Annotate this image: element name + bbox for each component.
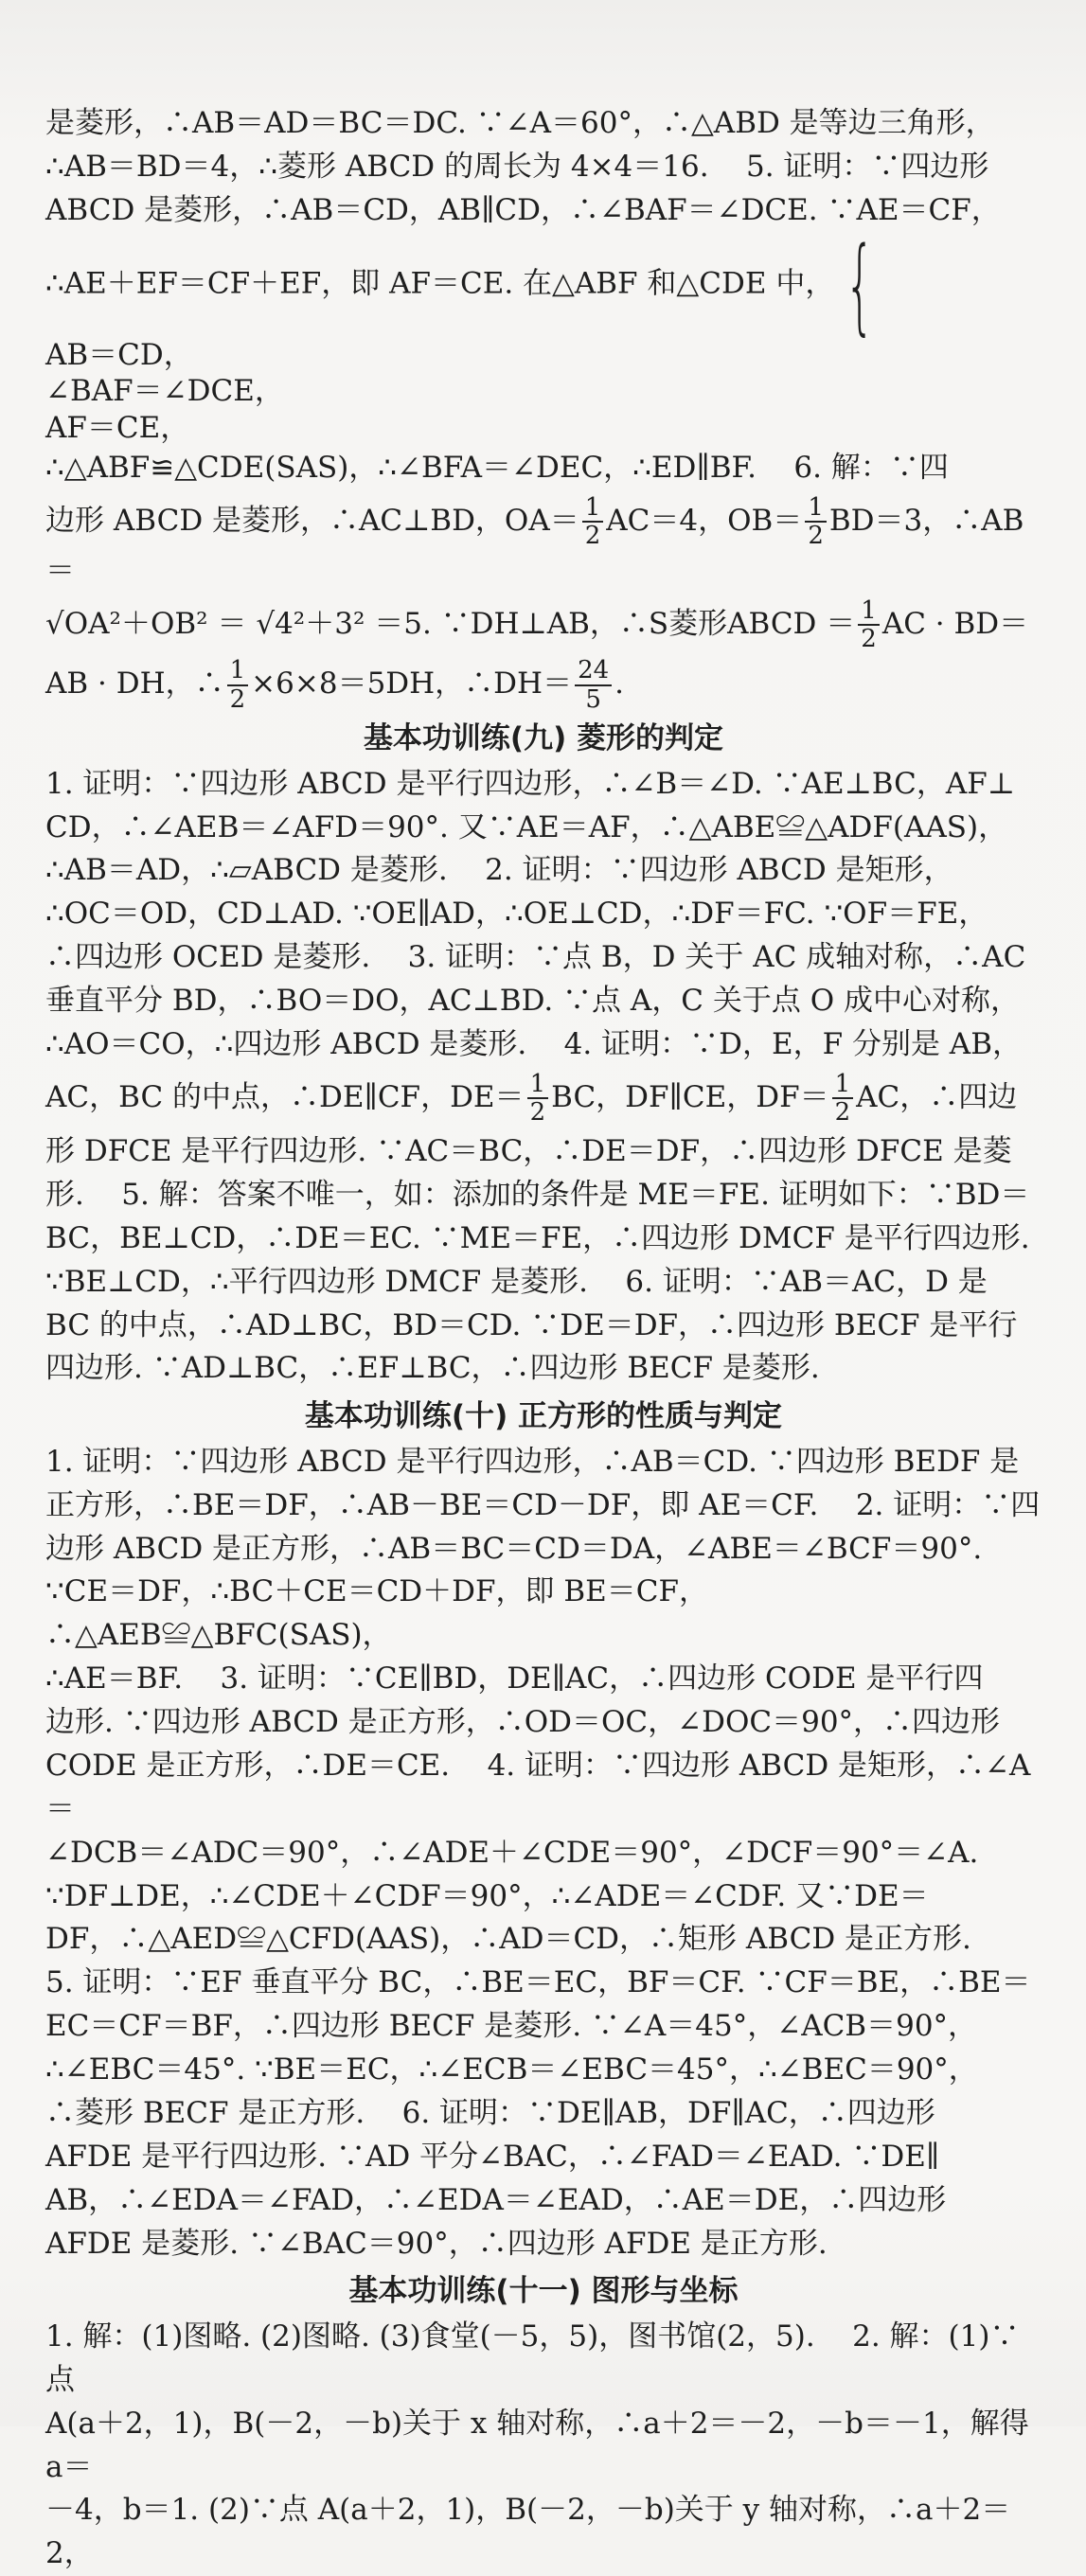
text-span: AC＝4，OB＝ [606,503,803,538]
text-line: 正方形，∴BE＝DF，∴AB－BE＝CD－DF，即 AE＝CF. 2. 证明：∵四 [45,1487,1041,1522]
fraction [227,657,249,713]
text-line: 边形. ∵四边形 ABCD 是正方形，∴OD＝OC，∠DOC＝90°，∴四边形 [45,1705,1001,1739]
formula-line [45,1071,1041,1127]
text-line: ∴∠EBC＝45°. ∵BE＝EC，∴∠ECB＝∠EBC＝45°，∴∠BEC＝90°， [45,2052,978,2087]
text-line: A(a＋2，1)，B(－2，－b)关于 x 轴对称，∴a＋2＝－2，－b＝－1，解得 a＝ [45,2406,1039,2484]
text-line: BC，BE⊥CD，∴DE＝EC. ∵ME＝FE，∴四边形 DMCF 是平行四边形. [45,1220,1030,1255]
fraction [575,657,612,713]
fraction-numerator: 1 [832,1071,854,1100]
left-brace: { [845,223,876,346]
fraction [805,494,827,550]
text-span: BD＝3，∴AB＝ [45,503,1024,588]
text-line: AFDE 是菱形. ∵∠BAC＝90°，∴四边形 AFDE 是正方形. [45,2226,828,2261]
fraction-numerator: 24 [575,657,612,686]
text-line: ∴菱形 BECF 是正方形. 6. 证明：∵DE∥AB，DF∥AC，∴四边形 [45,2095,935,2130]
fraction [858,597,880,653]
text-line: 是菱形，∴AB＝AD＝BC＝DC. ∵∠A＝60°，∴△ABD 是等边三角形， [45,106,995,140]
text-line: ∠DCB＝∠ADC＝90°，∴∠ADE＋∠CDE＝90°，∠DCF＝90°＝∠A. [45,1835,979,1870]
equation-line: AF＝CE， [45,411,190,446]
text-span: . [614,666,625,702]
text-span: AB · DH，∴ [45,666,224,702]
text-line: －4，b＝1. (2)∵点 A(a＋2，1)，B(－2，－b)关于 y 轴对称，∴a＋2＝2， [45,2493,1011,2571]
text-line: DF，∴△AED≌△CFD(AAS)，∴AD＝CD，∴矩形 ABCD 是正方形. [45,1922,971,1957]
fraction [582,494,604,550]
equation-system [45,337,284,447]
text-line: ∴AE＝BF. 3. 证明：∵CE∥BD，DE∥AC，∴四边形 CODE 是平行四 [45,1661,984,1697]
text-line: 形. 5. 解：答案不唯一，如：添加的条件是 ME＝FE. 证明如下：∵BD＝ [45,1177,1030,1212]
text-span: AC，BC 的中点，∴DE∥CF，DE＝ [45,1079,525,1114]
text-span: AC，∴四边 [856,1079,1018,1114]
section-heading: 基本功训练(九) 菱形的判定 [363,721,724,756]
text-line: ∵BE⊥CD，∴平行四边形 DMCF 是菱形. 6. 证明：∵AB＝AC，D 是 [45,1264,988,1299]
text-line: 1. 解：(1)图略. (2)图略. (3)食堂(－5，5)，图书馆(2，5). 2. 解：(1)∵点 [45,2318,1020,2397]
fraction-numerator: 1 [805,494,827,524]
text-line: CODE 是正方形，∴DE＝CE. 4. 证明：∵四边形 ABCD 是矩形，∴∠A＝ [45,1748,1031,1826]
text-line: ABCD 是菱形，∴AB＝CD，AB∥CD，∴∠BAF＝∠DCE. ∵AE＝CF， [45,192,1001,227]
text-line: ∴AB＝AD，∴▱ABCD 是菱形. 2. 证明：∵四边形 ABCD 是矩形， [45,853,953,888]
text-line: ∴OC＝OD，CD⊥AD. ∵OE∥AD，∴OE⊥CD，∴DF＝FC. ∵OF＝FE， [45,897,988,932]
text-span: AC · BD＝ [881,606,1029,641]
section-heading: 基本功训练(十) 正方形的性质与判定 [304,1399,783,1434]
fraction [832,1071,854,1127]
fraction-numerator: 1 [582,494,604,524]
text-span: ∴AE＋EF＝CF＋EF，即 AF＝CE. 在△ABF 和△CDE 中， [45,266,835,301]
fraction-numerator: 1 [527,1071,549,1100]
equation-system-line [45,223,1041,447]
text-line: ∵DF⊥DE，∴∠CDE＋∠CDF＝90°，∴∠ADE＝∠CDF. 又∵DE＝ [45,1878,929,1913]
text-line: 四边形. ∵AD⊥BC，∴EF⊥BC，∴四边形 BECF 是菱形. [45,1351,820,1386]
fraction-denominator: 2 [229,684,246,714]
fraction-denominator: 2 [529,1098,546,1128]
equation-line: ∠BAF＝∠DCE， [45,374,284,409]
section-heading: 基本功训练(十一) 图形与坐标 [348,2274,739,2309]
text-line: 5. 证明：∵EF 垂直平分 BC，∴BE＝EC，BF＝CF. ∵CF＝BE，∴BE＝ [45,1965,1031,2000]
text-line: BC 的中点，∴AD⊥BC，BD＝CD. ∵DE＝DF，∴四边形 BECF 是平行 [45,1307,1018,1342]
fraction [527,1071,549,1127]
fraction-numerator: 1 [858,597,880,627]
text-span: 边形 ABCD 是菱形，∴AC⊥BD，OA＝ [45,503,579,538]
fraction-denominator: 2 [584,522,601,551]
equation-line: AB＝CD， [45,337,193,372]
text-span: √OA²＋OB² ＝ √4²＋3² ＝5. ∵DH⊥AB，∴S菱形ABCD ＝ [45,606,856,641]
formula-line [45,657,1041,713]
fraction-denominator: 2 [808,522,824,551]
text-line: ∴△ABF≌△CDE(SAS)，∴∠BFA＝∠DEC，∴ED∥BF. 6. 解：∵四 [45,450,949,485]
text-span: ×6×8＝5DH，∴DH＝ [251,666,573,702]
text-line: ∴四边形 OCED 是菱形. 3. 证明：∵点 B，D 关于 AC 成轴对称，∴AC [45,940,1026,975]
text-line: ∵CE＝DF，∴BC＋CE＝CD＋DF，即 BE＝CF，∴△AEB≌△BFC(SAS)， [45,1574,709,1653]
fraction-denominator: 2 [861,625,877,654]
text-line: CD，∴∠AEB＝∠AFD＝90°. 又∵AE＝AF，∴△ABE≌△ADF(AAS)， [45,809,1008,844]
fraction-denominator: 5 [585,684,601,714]
fraction-numerator: 1 [227,657,249,686]
text-line: AFDE 是平行四边形. ∵AD 平分∠BAC，∴∠FAD＝∠EAD. ∵DE∥ [45,2139,940,2174]
answer-content [45,102,1041,2576]
text-line: ∴AB＝BD＝4，∴菱形 ABCD 的周长为 4×4＝16. 5. 证明：∵四边形 [45,149,989,184]
text-line: EC＝CF＝BF，∴四边形 BECF 是菱形. ∵∠A＝45°，∠ACB＝90°， [45,2009,978,2044]
text-span: BC，DF∥CE，DF＝ [551,1079,829,1114]
text-line: 形 DFCE 是平行四边形. ∵AC＝BC，∴DE＝DF，∴四边形 DFCE 是菱 [45,1134,1012,1168]
fraction-denominator: 2 [834,1098,851,1128]
text-line: AB，∴∠EDA＝∠FAD，∴∠EDA＝∠EAD，∴AE＝DE，∴四边形 [45,2182,947,2217]
text-line: 垂直平分 BD，∴BO＝DO，AC⊥BD. ∵点 A，C 关于点 O 成中心对称， [45,984,1020,1019]
text-line: 边形 ABCD 是正方形，∴AB＝BC＝CD＝DA，∠ABE＝∠BCF＝90°. [45,1531,983,1566]
text-line: 1. 证明：∵四边形 ABCD 是平行四边形，∴AB＝CD. ∵四边形 BEDF 是 [45,1444,1020,1479]
formula-line [45,494,1041,594]
text-line: 1. 证明：∵四边形 ABCD 是平行四边形，∴∠B＝∠D. ∵AE⊥BC，AF⊥ [45,766,1015,801]
formula-line [45,597,1041,653]
text-line: ∴AO＝CO，∴四边形 ABCD 是菱形. 4. 证明：∵D，E，F 分别是 AB， [45,1026,1022,1061]
